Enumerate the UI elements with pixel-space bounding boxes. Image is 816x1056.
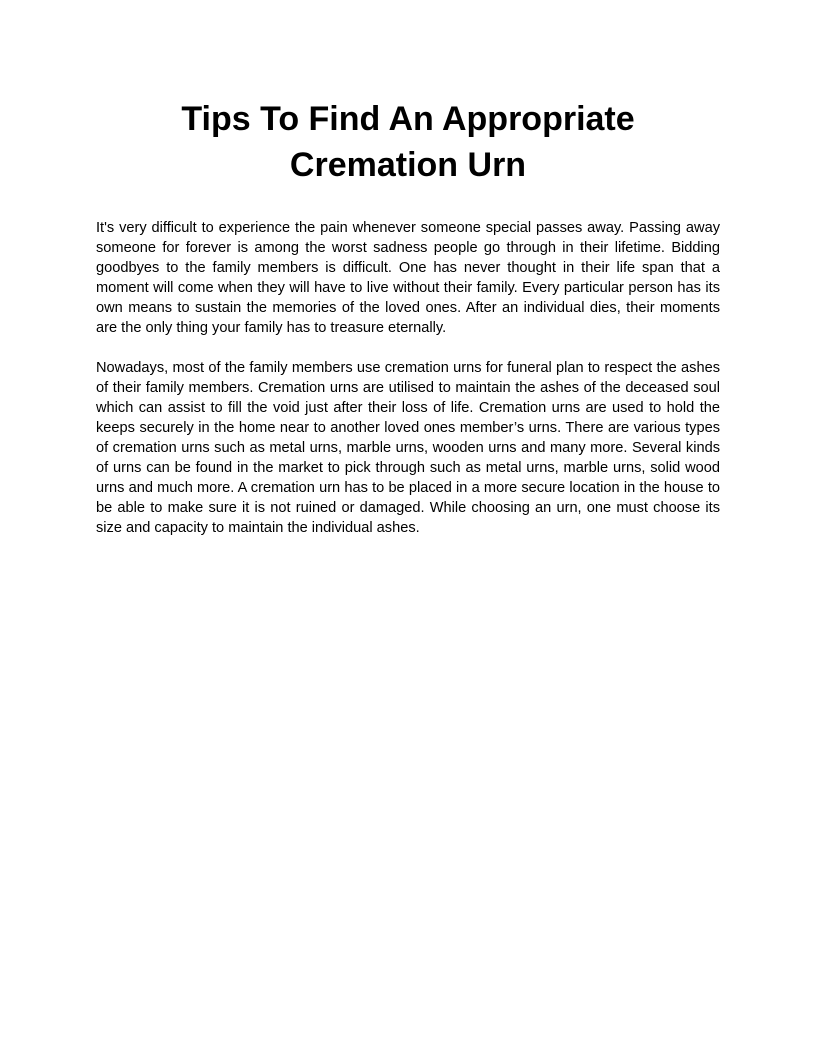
title-line-1: Tips To Find An Appropriate [181,100,635,138]
paragraph-2: Nowadays, most of the family members use cremation urns for funeral plan to respect the ashes of their family members. Cremation urns are utilised to maintain the ashes of the deceased soul which can assist to fill the void just after their loss of life. Cremation urns are used to hold the keeps securely in the home near to another loved ones member’s urns. There are various types of cremation urns such as metal urns, marble urns, wooden urns and many more. Several kinds of urns can be found in the market to pick through such as metal urns, marble urns, solid wood urns and much more. A cremation urn has to be placed in a more secure location in the house to be able to make sure it is not ruined or damaged. While choosing an urn, one must choose its size and capacity to maintain the individual ashes. [96,360,720,536]
document-title [96,96,720,188]
paragraph-1: It's very difficult to experience the pain whenever someone special passes away. Passing away someone for forever is among the worst sadness people go through in their lifetime. Bidding goodbyes to the family members is difficult. One has never thought in their life span that a moment will come when they will have to live without their family. Every particular person has its own means to sustain the memories of the loved ones. After an individual dies, their moments are the only thing your family has to treasure eternally. [96,220,720,336]
title-line-2: Cremation Urn [289,146,527,184]
document-body [96,218,720,538]
